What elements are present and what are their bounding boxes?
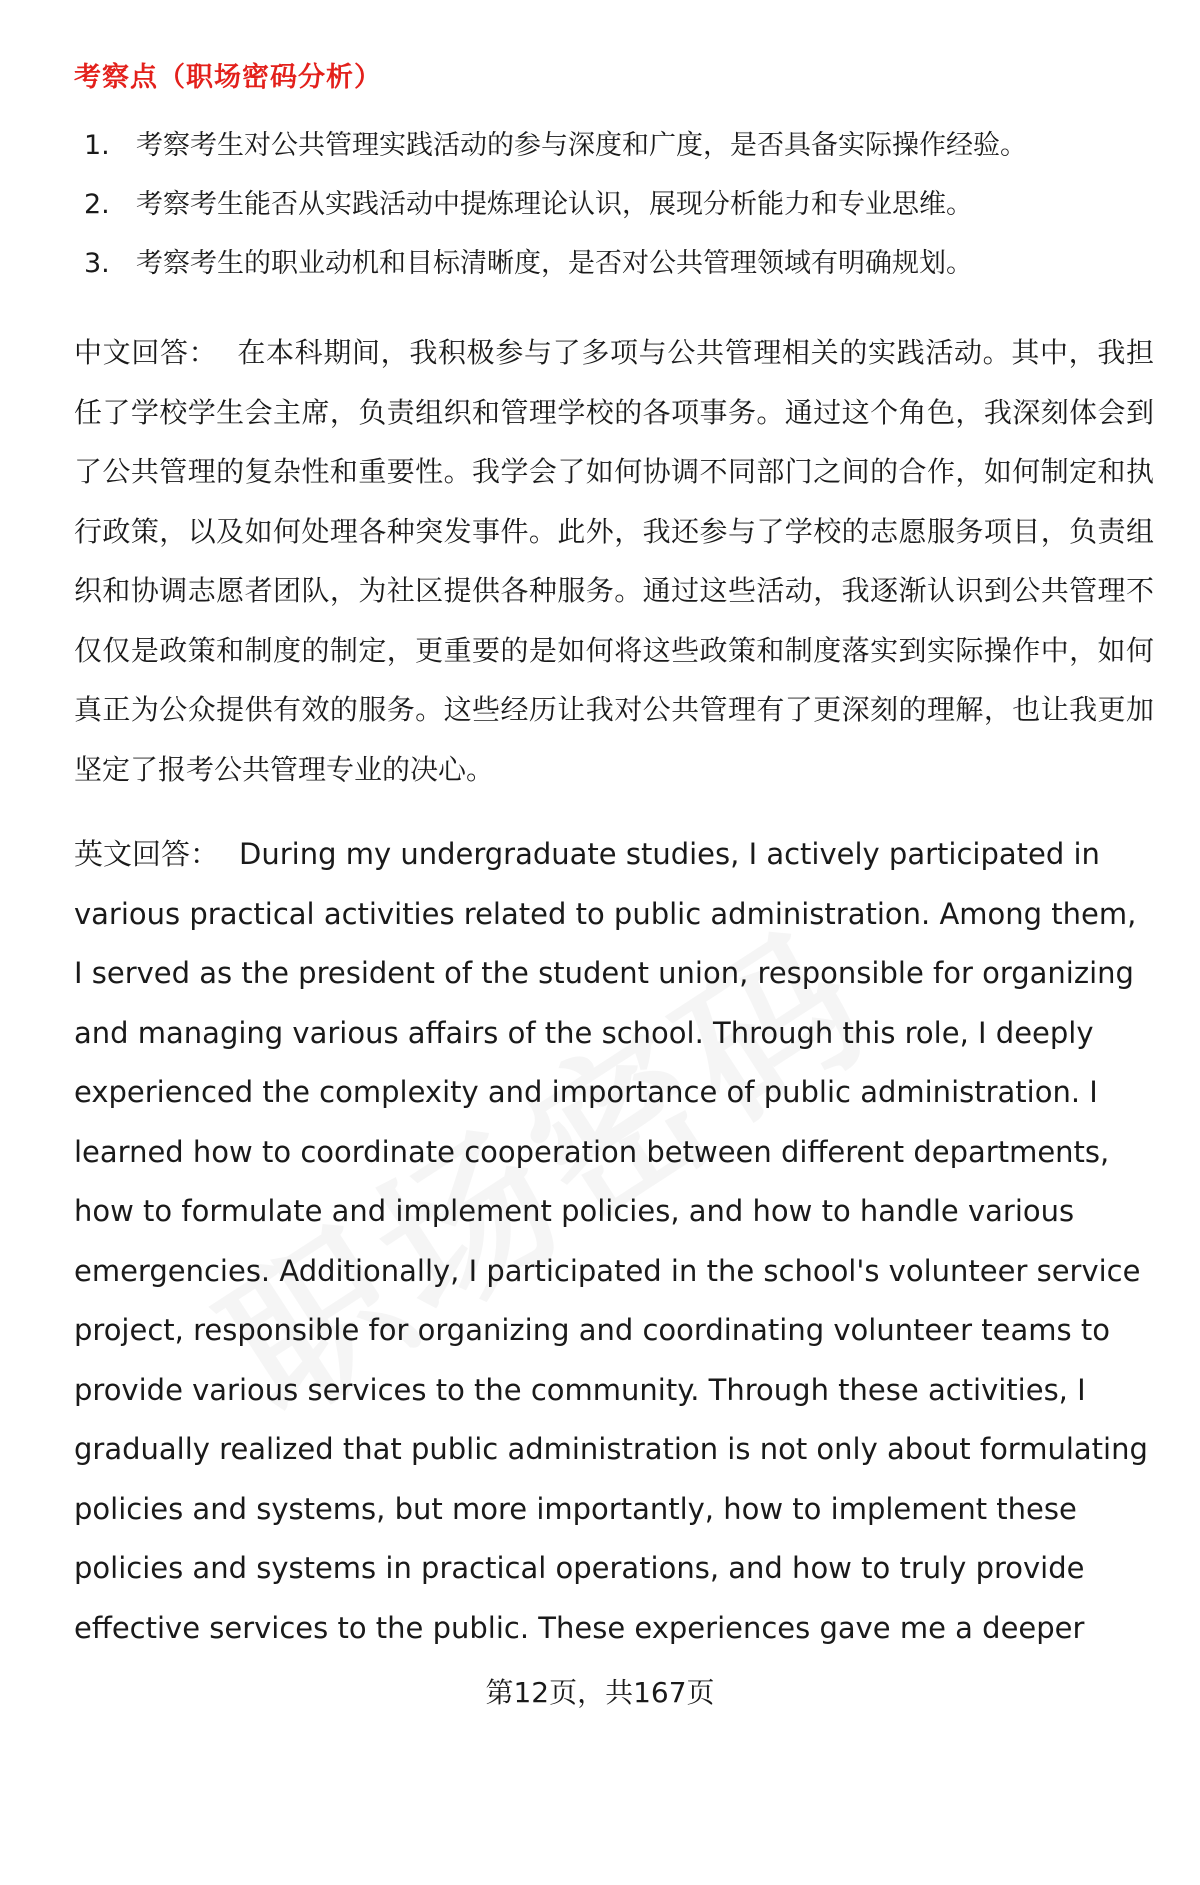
list-item-number: 2. xyxy=(84,189,110,220)
chinese-answer-text: 在本科期间，我积极参与了多项与公共管理相关的实践活动。其中，我担任了学校学生会主席，负责组织和管理学校的各项事务。通过这个角色，我深刻体会到了公共管理的复杂性和重要性。我学会了如何协调不同部门之间的合作，如何制定和执行政策，以及如何处理各种突发事件。此外，我还参与了学校的志愿服务项目，负责组织和协调志愿者团队，为社区提供各种服务。通过这些活动，我逐渐认识到公共管理不仅仅是政策和制度的制定，更重要的是如何将这些政策和制度落实到实际操作中，如何真正为公众提供有效的服务。这些经历让我对公共管理有了更深刻的理解，也让我更加坚定了报考公共管理专业的决心。 xyxy=(74,336,1154,786)
list-item-text: 考察考生对公共管理实践活动的参与深度和广度，是否具备实际操作经验。 xyxy=(136,130,1027,161)
english-answer-paragraph xyxy=(74,825,1154,1885)
chinese-answer-paragraph xyxy=(74,323,1154,799)
list-item-text: 考察考生能否从实践活动中提炼理论认识，展现分析能力和专业思维。 xyxy=(136,189,973,220)
list-item xyxy=(74,234,1154,293)
list-item xyxy=(74,175,1154,234)
page-number-footer: 第12页，共167页 xyxy=(485,1676,715,1709)
english-answer-label: 英文回答： xyxy=(74,837,220,871)
list-item xyxy=(74,116,1154,175)
document-page xyxy=(74,58,1154,1885)
chinese-answer-label: 中文回答： xyxy=(74,336,218,369)
list-item-number: 3. xyxy=(84,248,110,279)
section-title: 考察点（职场密码分析） xyxy=(74,62,382,93)
list-item-text: 考察考生的职业动机和目标清晰度，是否对公共管理领域有明确规划。 xyxy=(136,248,973,279)
english-answer-text: During my undergraduate studies, I actively participated in various practical activities related to public administration. Among them, I served as the president of the student union, responsible for organizing and managing various affairs of the school. Through this role, I deeply experienced the complexity and importance of public administration. I learned how to coordinate cooperation between different departments, how to formulate and implement policies, and how to handle various emergencies. Additionally, I participated in the school's volunteer service project, responsible for organizing and coordinating volunteer teams to provide various services to the community. Through these activities, I gradually realized that public administration is not only about formulating policies and systems, but more importantly, how to implement these policies and systems in practical operations, and how to truly provide effective services to the public. These experiences gave me a deeper xyxy=(74,837,1148,1645)
list-item-number: 1. xyxy=(84,130,110,161)
assessment-points-list xyxy=(74,116,1154,293)
